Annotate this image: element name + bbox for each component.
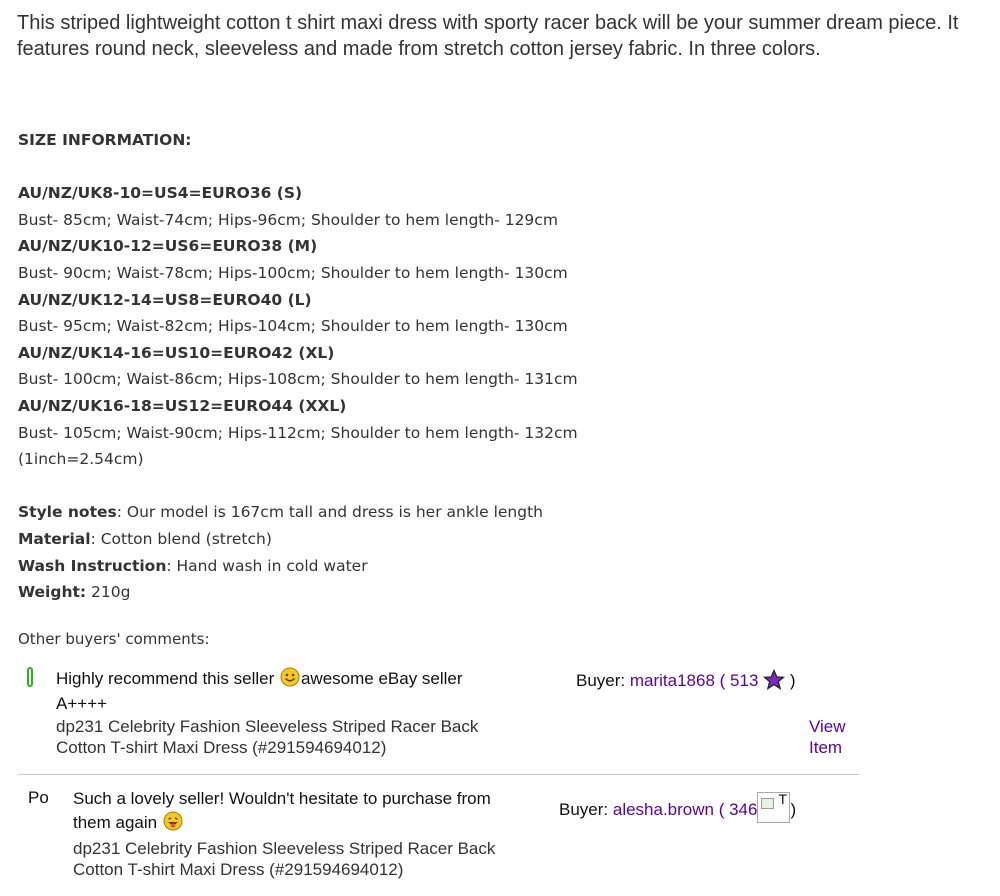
comment-text [56, 667, 536, 715]
size-measurements: Bust- 105cm; Waist-90cm; Hips-112cm; Shoulder to hem length- 132cm [18, 423, 578, 442]
comment-item-title [73, 838, 553, 880]
material-value: : Cotton blend (stretch) [90, 529, 272, 548]
weight-value: 210g [86, 583, 131, 602]
buyer-info [559, 792, 796, 823]
item-title-line: dp231 Celebrity Fashion Sleeveless Striped Racer Back [73, 839, 496, 858]
material [18, 526, 718, 553]
comment-text [73, 787, 553, 838]
comment-text-part: Such a lovely seller! Wouldn't hesitate to purchase from [73, 789, 491, 808]
wash-instruction [18, 553, 718, 580]
buyer-label: Buyer: [576, 671, 630, 690]
size-measurements: Bust- 85cm; Waist-74cm; Hips-96cm; Shoulder to hem length- 129cm [18, 210, 558, 229]
size-label: AU/NZ/UK16-18=US12=EURO44 (XXL) [18, 396, 347, 415]
comment-divider [18, 774, 859, 775]
smiley-emoji-icon [280, 667, 300, 693]
style-notes [18, 499, 718, 526]
wash-value: : Hand wash in cold water [166, 556, 368, 575]
comment-text-part: A++++ [56, 694, 108, 713]
item-title-line: dp231 Celebrity Fashion Sleeveless Striped Racer Back [56, 717, 479, 736]
size-label: AU/NZ/UK10-12=US6=EURO38 (M) [18, 237, 318, 256]
comments-heading: Other buyers' comments: [18, 630, 210, 648]
broken-image-alt-text: T [778, 791, 788, 807]
buyer-username-link[interactable]: alesha.brown [612, 800, 714, 819]
size-info-heading: SIZE INFORMATION: [18, 131, 192, 149]
weight-label: Weight: [18, 583, 87, 602]
comment-text-part: them again [73, 813, 158, 832]
style-notes-label: Style notes [18, 503, 117, 522]
paren-open: ( [714, 671, 731, 690]
weight [18, 579, 718, 606]
size-label: AU/NZ/UK8-10=US4=EURO36 (S) [18, 184, 303, 203]
comment-text-part: awesome eBay seller [300, 669, 463, 688]
paren-close: ) [790, 800, 797, 819]
size-label: AU/NZ/UK12-14=US8=EURO40 (L) [18, 290, 312, 309]
size-label: AU/NZ/UK14-16=US10=EURO42 (XL) [18, 343, 335, 362]
positive-feedback-icon [27, 667, 33, 687]
size-information [18, 127, 718, 606]
buyer-label: Buyer: [559, 800, 613, 819]
size-measurements: Bust- 100cm; Waist-86cm; Hips-108cm; Shoulder to hem length- 131cm [18, 370, 578, 389]
style-notes-value: : Our model is 167cm tall and dress is her ankle length [116, 503, 543, 522]
product-description: This striped lightweight cotton t shirt maxi dress with sporty racer back will be your summer dream piece. It features round neck, sleeveless and made from stretch cotton jersey fabric. In three colors. [17, 12, 959, 60]
broken-image-icon [757, 792, 790, 823]
buyer-username-link[interactable]: marita1868 [629, 671, 715, 690]
comment-item-title [56, 716, 536, 758]
size-measurements: Bust- 90cm; Waist-78cm; Hips-100cm; Shoulder to hem length- 130cm [18, 263, 568, 282]
view-item-line: View [809, 717, 846, 736]
purple-star-icon [763, 669, 785, 696]
view-item-link[interactable] [809, 716, 846, 758]
comment-text-part: Highly recommend this seller [56, 669, 279, 688]
item-title-line: Cotton T-shirt Maxi Dress (#291594694012) [56, 738, 387, 757]
view-item-line: Item [809, 738, 843, 757]
size-measurements: Bust- 95cm; Waist-82cm; Hips-104cm; Shoulder to hem length- 130cm [18, 317, 568, 336]
item-title-line: Cotton T-shirt Maxi Dress (#291594694012) [73, 860, 404, 879]
tongue-emoji-icon [163, 811, 183, 838]
feedback-score-link[interactable]: 346 [729, 800, 758, 819]
unit-conversion: (1inch=2.54cm) [18, 450, 144, 469]
paren-close: ) [785, 671, 796, 690]
wash-label: Wash Instruction [18, 556, 167, 575]
comment-prefix: Po [28, 788, 49, 807]
feedback-score-link[interactable]: 513 [730, 671, 759, 690]
paren-open: ( [713, 800, 730, 819]
material-label: Material [18, 529, 91, 548]
buyer-info [576, 669, 796, 696]
